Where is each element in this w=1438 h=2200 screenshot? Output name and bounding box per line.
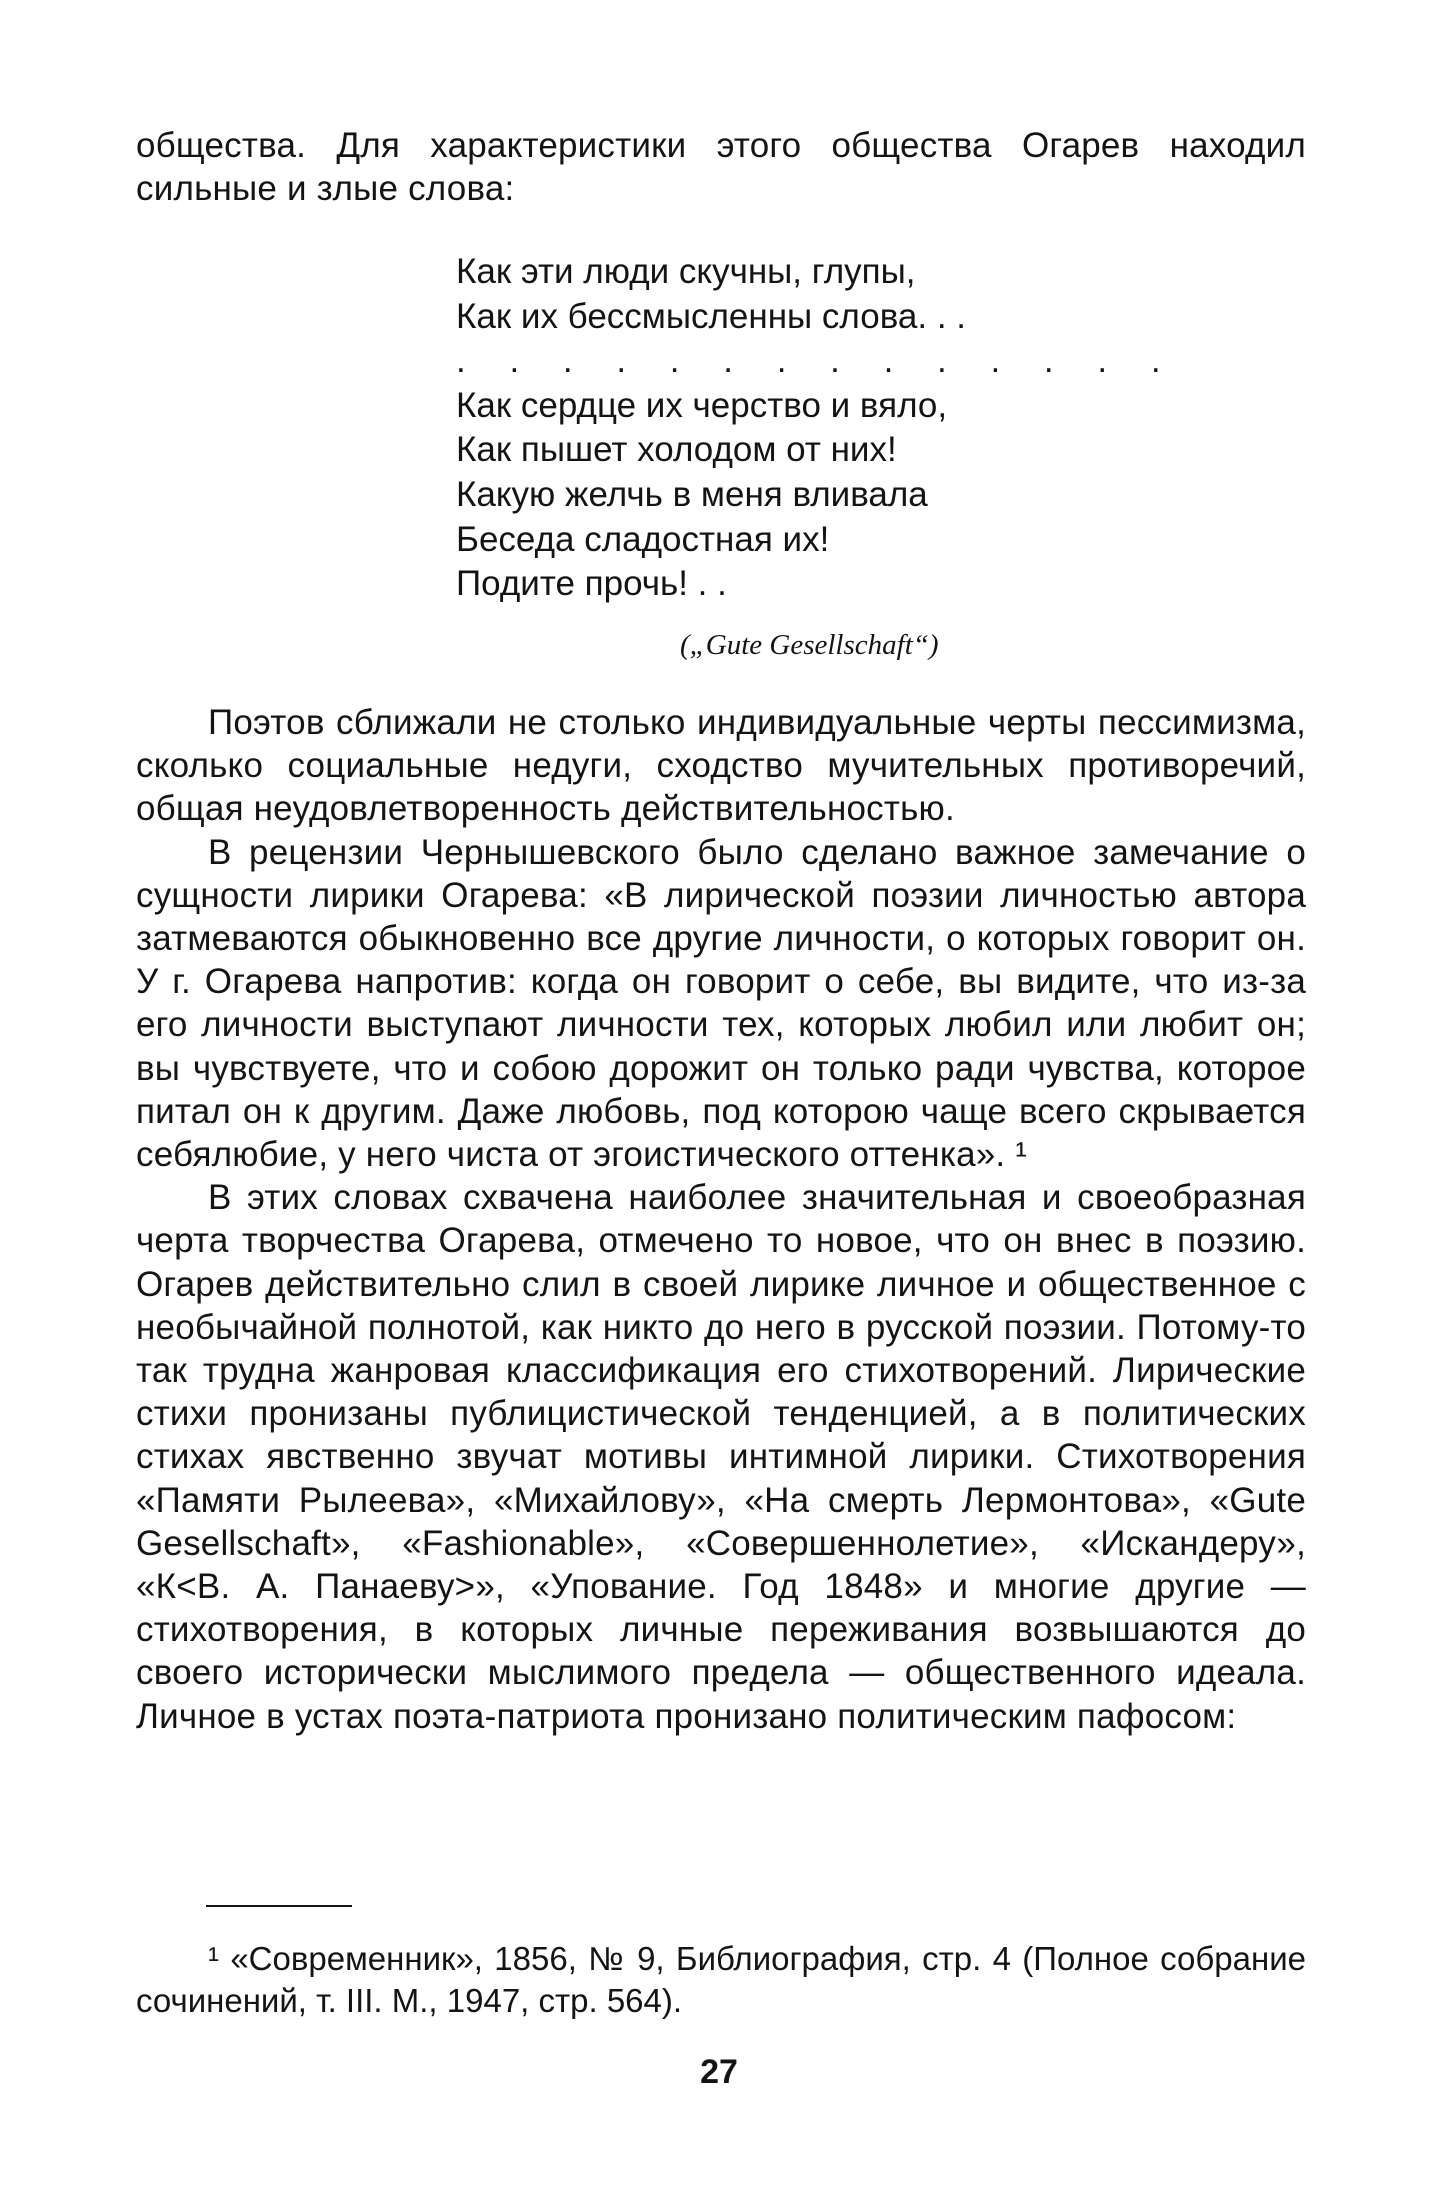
poem-line: Как эти люди скучны, глупы, — [456, 252, 916, 291]
poem-line: Какую желчь в меня вливала — [456, 474, 928, 514]
poem-line: Беседа сладостная их! — [456, 519, 830, 559]
poem-line: Как пышет холодом от них! — [456, 430, 897, 470]
page-number: 27 — [700, 2053, 738, 2091]
poem-line: Подите прочь! . . — [456, 564, 727, 604]
footnote-text: ¹ «Современник», 1856, № 9, Библиография, стр. 4 (Полное собрание сочинений, т. III. М., 1947, стр. 564). — [136, 1940, 1306, 2019]
main-text — [136, 701, 1306, 1738]
footnote-divider — [206, 1905, 352, 1907]
paragraph: В рецензии Чернышевского было сделано важное замечание о сущности лирики Огарева: «В лирической поэзии личностью автора затмеваются обыкновенно все другие личности, о которых говорит он. У г. Огарева напротив: когда он говорит о себе, вы видите, что из-за его личности выступают личности тех, которых любил или любит он; вы чувствуете, что и собою дорожит он только ради чувства, которое питал он к другим. Даже любовь, под которою чаще всего скрывается себялюбие, у него чиста от эгоистического оттенка». ¹ — [136, 832, 1306, 1175]
paragraph: Поэтов сближали не столько индивидуальные черты пессимизма, сколько социальные недуги, сходство мучительных противоречий, общая неудовлетворенность действительностью. — [136, 703, 1306, 829]
intro-text: общества. Для характеристики этого общества Огарев находил сильные и злые слова: — [136, 126, 1306, 209]
poem-quote — [456, 250, 1178, 607]
poem-source: („Gute Gesellschaft“) — [680, 629, 939, 661]
poem-line: Как их бессмысленны слова. . . — [456, 296, 966, 336]
intro-paragraph — [136, 124, 1306, 210]
footnote — [136, 1938, 1306, 2022]
poem-line: Как сердце их черство и вяло, — [456, 385, 948, 425]
poem-omission-dots: . . . . . . . . . . . . . . — [456, 341, 1178, 381]
paragraph: В этих словах схвачена наиболее значительная и своеобразная черта творчества Огарева, отмечено то новое, что он внес в поэзию. Огарев действительно слил в своей лирике личное и общественное с необычайной полнотой, как никто до него в русской поэзии. Потому-то так трудна жанровая классификация его стихотворений. Лирические стихи пронизаны публицистической тенденцией, а в политических стихах явственно звучат мотивы интимной лирики. Стихотворения «Памяти Рылеева», «Михайлову», «На смерть Лермонтова», «Gute Gesellschaft», «Fashionable», «Совершеннолетие», «Искандеру», «К<В. А. Панаеву>», «Упование. Год 1848» и многие другие — стихотворения, в которых личные переживания возвышаются до своего исторически мыслимого предела — общественного идеала. Личное в устах поэта-патриота пронизано политическим пафосом: — [136, 1178, 1306, 1736]
